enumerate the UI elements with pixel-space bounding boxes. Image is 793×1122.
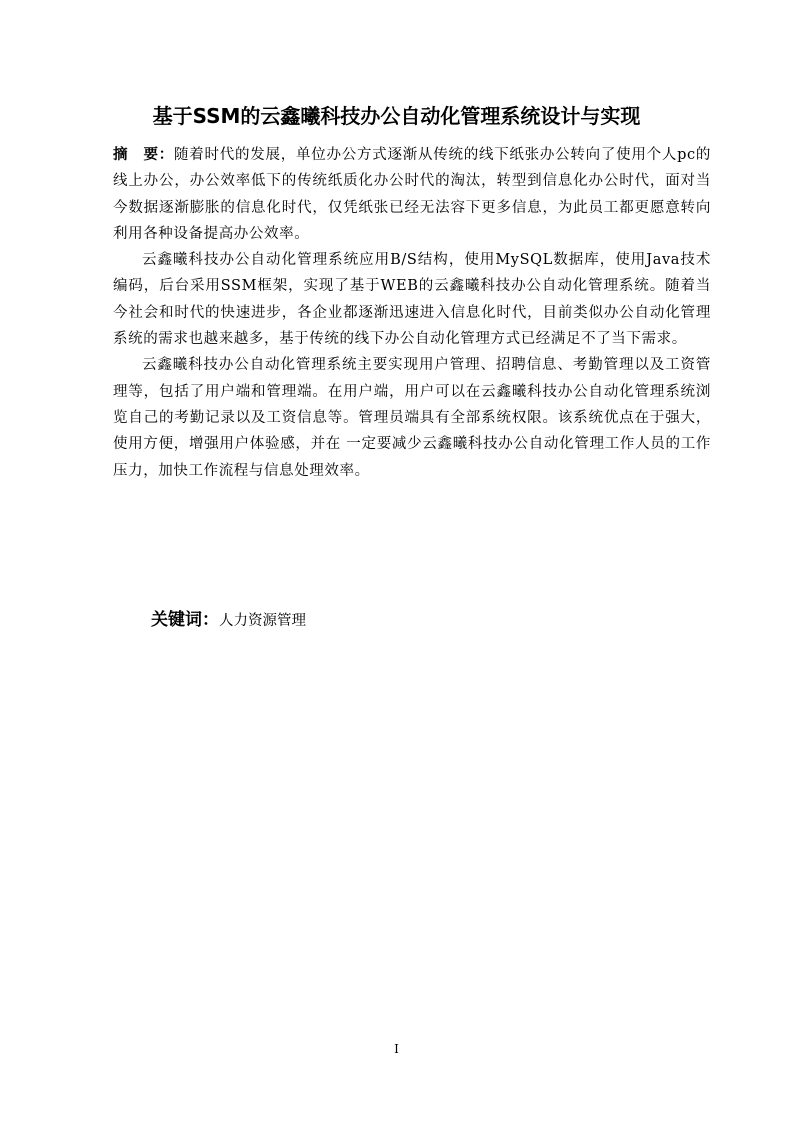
abstract-section [113,142,711,484]
abstract-paragraph-2: 云鑫曦科技办公自动化管理系统应用B/S结构，使用MySQL数据库，使用Java技术编码，后台采用SSM框架，实现了基于WEB的云鑫曦科技办公自动化管理系统。随着当今社会和时代的快速进步，各企业都逐渐迅速进入信息化时代，目前类似办公自动化管理系统的需求也越来越多，基于传统的线下办公自动化管理方式已经满足不了当下需求。 [113,252,711,348]
abstract-paragraph-1 [113,142,711,247]
abstract-label: 摘 要： [113,147,174,163]
keywords-label: 关键词： [151,610,219,630]
abstract-paragraph-1-text: 随着时代的发展，单位办公方式逐渐从传统的线下纸张办公转向了使用个人pc的线上办公，办公效率低下的传统纸质化办公时代的淘汰，转型到信息化办公时代，面对当今数据逐渐膨胀的信息化时代，仅凭纸张已经无法容下更多信息，为此员工都更愿意转向利用各种设备提高办公效率。 [113,147,712,242]
paper-title: 基于SSM的云鑫曦科技办公自动化管理系统设计与实现 [152,104,641,128]
page-number: I [394,1042,399,1056]
abstract-paragraph-3: 云鑫曦科技办公自动化管理系统主要实现用户管理、招聘信息、考勤管理以及工资管理等，包括了用户端和管理端。在用户端，用户可以在云鑫曦科技办公自动化管理系统浏览自己的考勤记录以及工资信息等。管理员端具有全部系统权限。该系统优点在于强大，使用方便，增强用户体验感，并在 一定要减少云鑫曦科技办公自动化管理工作人员的工作压力，加快工作流程与信息处理效率。 [113,357,711,479]
keywords-line [151,606,306,635]
keywords-value: 人力资源管理 [219,613,306,629]
